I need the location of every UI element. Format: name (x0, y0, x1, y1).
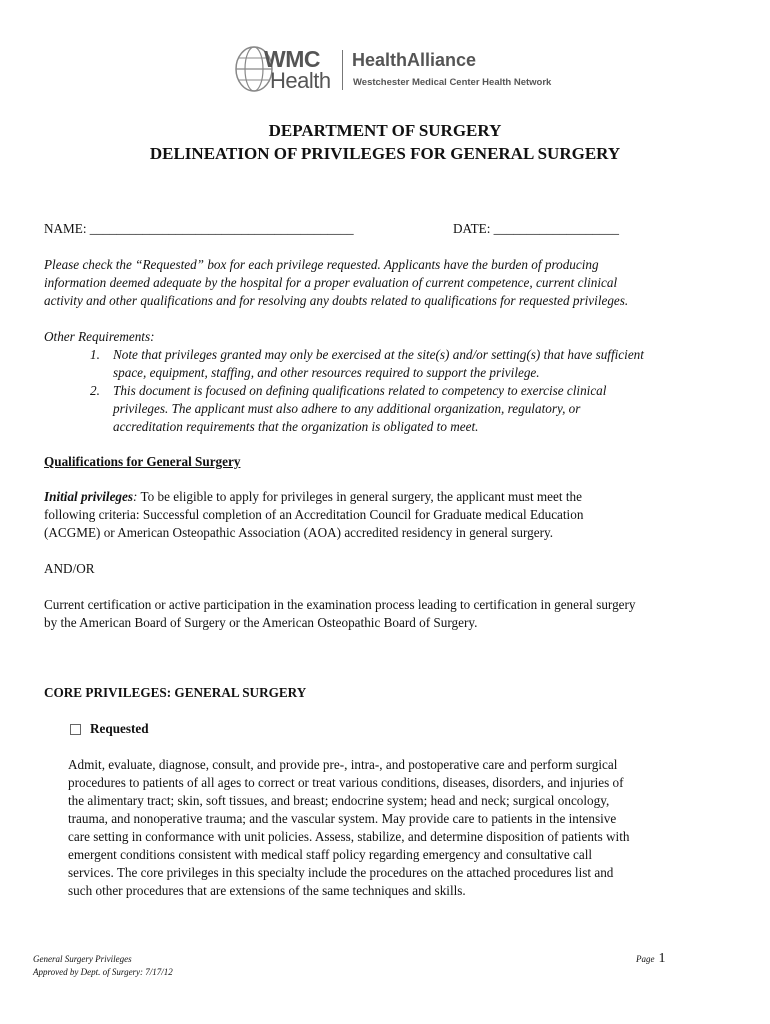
core-description-line-4: trauma, and nonoperative trauma; and the vascular system. May provide care to patients in the intensive (68, 811, 617, 826)
footer-approved: Approved by Dept. of Surgery: 7/17/12 (33, 967, 173, 977)
page-number: 1 (658, 951, 666, 966)
logo-healthalliance-text: HealthAlliance (352, 50, 477, 70)
logo-wmc-text: WMC (264, 46, 320, 72)
initial-privileges-line-1 (44, 488, 582, 506)
andor-text: AND/OR (44, 561, 95, 576)
certification-line-2: by the American Board of Surgery or the American Osteopathic Board of Surgery. (44, 615, 478, 630)
requested-checkbox[interactable] (70, 724, 81, 735)
initial-privileges-line-2: following criteria: Successful completion of an Accreditation Council for Graduate medical Education (44, 507, 584, 522)
core-description-line-2: procedures to patients of all ages to correct or treat various conditions, diseases, disorders, and injuries of (68, 775, 624, 790)
instructions-line-2: information deemed adequate by the hospital for a proper evaluation of current competence, current clinical (44, 275, 618, 290)
instructions-line-1: Please check the “Requested” box for each privilege requested. Applicants have the burden of producing (44, 257, 599, 272)
requirement-1-number: 1. (90, 347, 100, 362)
instructions-line-3: activity and other qualifications and for resolving any doubts related to qualifications for requested privileges. (44, 293, 629, 308)
requirement-1-line-1: Note that privileges granted may only be exercised at the site(s) and/or setting(s) that have sufficient (113, 347, 644, 362)
core-description-line-1: Admit, evaluate, diagnose, consult, and provide pre-, intra-, and postoperative care and perform surgical (68, 757, 618, 772)
date-field[interactable]: DATE: ___________________ (453, 221, 619, 236)
core-description-line-3: the alimentary tract; skin, soft tissues, and breast; endocrine system; head and neck; surgical oncology, (68, 793, 610, 808)
core-privileges-heading: CORE PRIVILEGES: GENERAL SURGERY (44, 685, 307, 700)
requirement-2-number: 2. (90, 383, 100, 398)
footer-doc-name: General Surgery Privileges (33, 954, 132, 964)
initial-privileges-text: To be eligible to apply for privileges in general surgery, the applicant must meet the (137, 489, 582, 504)
logo-health-text: Health (270, 68, 331, 93)
initial-privileges-line-3: (ACGME) or American Osteopathic Association (AOA) accredited residency in general surgery. (44, 525, 554, 540)
requirement-2-line-2: privileges. The applicant must also adhere to any additional organization, regulatory, or (113, 401, 581, 416)
requested-label: Requested (90, 721, 149, 736)
other-requirements-heading: Other Requirements: (44, 329, 155, 344)
logo-network-text: Westchester Medical Center Health Network (353, 77, 552, 88)
initial-privileges-colon: : (133, 489, 138, 504)
document-title: DEPARTMENT OF SURGERY (268, 121, 502, 140)
certification-line-1: Current certification or active participation in the examination process leading to certification in general surgery (44, 597, 636, 612)
page-label: Page (636, 954, 655, 964)
core-description-line-6: emergent conditions consistent with medical staff policy regarding emergency and consultative call (68, 847, 593, 862)
page-indicator (636, 949, 666, 967)
core-description-line-5: care setting in conformance with unit policies. Assess, stabilize, and determine disposition of patients with (68, 829, 630, 844)
logo-divider (342, 50, 343, 90)
document-subtitle: DELINEATION OF PRIVILEGES FOR GENERAL SURGERY (149, 144, 621, 163)
requirement-2-line-3: accreditation requirements that the organization is obligated to meet. (113, 419, 479, 434)
requirement-1-line-2: space, equipment, staffing, and other resources required to support the privilege. (113, 365, 540, 380)
core-description-line-8: such other procedures that are extensions of the same techniques and skills. (68, 883, 466, 898)
core-description-line-7: services. The core privileges in this specialty include the procedures on the attached procedures list and (68, 865, 614, 880)
name-field[interactable]: NAME: ________________________________________ (44, 221, 354, 236)
qualifications-heading: Qualifications for General Surgery (44, 454, 241, 469)
requirement-2-line-1: This document is focused on defining qualifications related to competency to exercise clinical (113, 383, 607, 398)
initial-privileges-label: Initial privileges (44, 489, 134, 504)
logo (234, 44, 552, 96)
